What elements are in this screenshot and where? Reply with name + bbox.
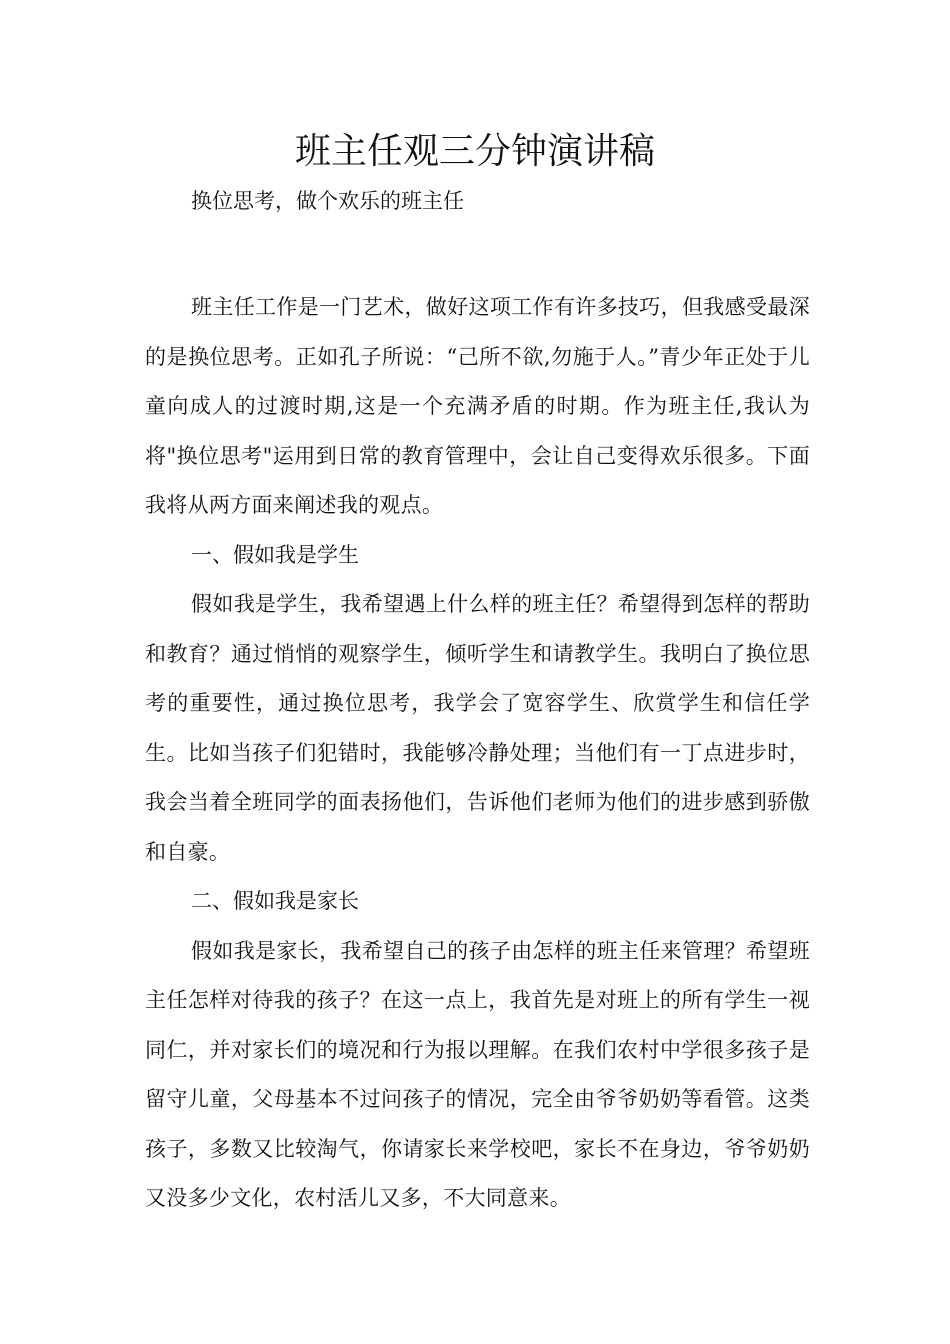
student-paragraph: 假如我是学生，我希望遇上什么样的班主任？希望得到怎样的帮助和教育？通过悄悄的观察学生，倾听学生和请教学生。我明白了换位思考的重要性，通过换位思考，我学会了宽容学生、欣赏学生和信任学生。比如当孩子们犯错时，我能够冷静处理；当他们有一丁点进步时，我会当着全班同学的面表扬他们，告诉他们老师为他们的进步感到骄傲和自豪。	[145, 592, 810, 864]
document-title: 班主任观三分钟演讲稿	[294, 131, 655, 172]
section-heading-parent: 二、假如我是家长	[191, 889, 359, 913]
parent-paragraph: 假如我是家长，我希望自己的孩子由怎样的班主任来管理？希望班主任怎样对待我的孩子？在这一点上，我首先是对班上的所有学生一视同仁，并对家长们的境况和行为报以理解。在我们农村中学很多孩子是留守儿童，父母基本不过问孩子的情况，完全由爷爷奶奶等看管。这类孩子，多数又比较淘气，你请家长来学校吧，家长不在身边，爷爷奶奶又没多少文化，农村活儿又多，不大同意来。	[145, 938, 810, 1210]
section-heading-student: 一、假如我是学生	[191, 542, 359, 567]
document-subtitle: 换位思考，做个欢乐的班主任	[191, 189, 464, 213]
document-body	[145, 283, 810, 1224]
intro-paragraph: 班主任工作是一门艺术，做好这项工作有许多技巧，但我感受最深的是换位思考。正如孔子所说：“己所不欲,勿施于人。”青少年正处于儿童向成人的过渡时期,这是一个充满矛盾的时期。作为班主任,我认为将"换位思考"运用到日常的教育管理中，会让自己变得欢乐很多。下面我将从两方面来阐述我的观点。	[145, 295, 810, 517]
